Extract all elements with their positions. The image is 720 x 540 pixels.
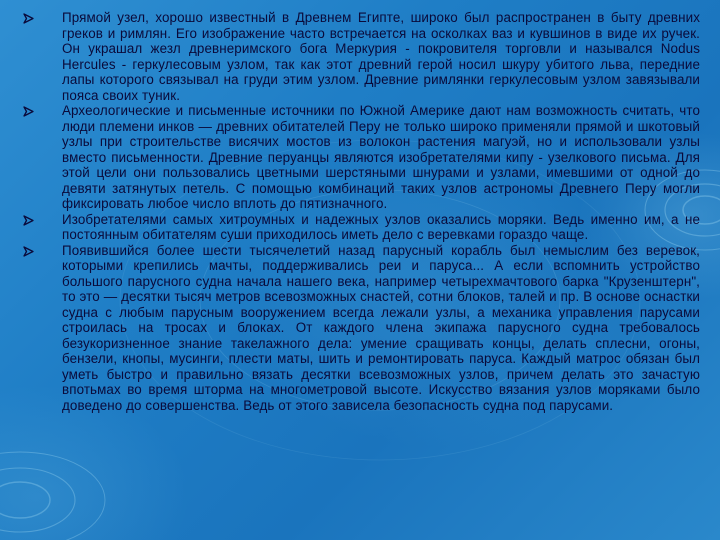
arrow-bullet-icon (23, 13, 34, 24)
arrow-bullet-icon (23, 215, 34, 226)
bullet-text: Археологические и письменные источники по Южной Америке дают нам возможность считать, что люди племени инков — древних обитателей Перу не только широко применяли прямой и шкотовый узлы при строительстве висячих мостов из волокон растения магуэй, но и использовали узлы вместо письменности. Древние перуанцы являются изобретателями кипу - узелкового письма. Для этой цели они пользовались цветными шерстяными шнурами и узлами, имевшими от одной до девяти затянутых петель. С помощью комбинаций таких узлов астрономы Древнего Перу могли фиксировать любое число вплоть до пятизначного. (62, 103, 700, 211)
bullet-inca-peru (22, 103, 700, 212)
bullet-sailing-ship (22, 243, 700, 414)
bullet-list (22, 10, 700, 413)
arrow-bullet-icon (23, 246, 34, 257)
arrow-bullet-icon (23, 106, 34, 117)
bullet-text: Прямой узел, хорошо известный в Древнем Египте, широко был распространен в быту древних греков и римлян. Его изображение часто встречается на осколках ваз и кувшинов в виде их ручек. Он украшал жезл древнеримского бога Меркурия - покровителя торговли и назывался Nodus Hercules - геркулесовым узлом, так как этот древний герой носил шкуру убитого льва, передние лапы которого связывал на груди этим узлом. Древние римлянки геркулесовым узлом завязывали пояса своих туник. (62, 10, 700, 103)
bullet-text: Появившийся более шести тысячелетий назад парусный корабль был немыслим без веревок, которыми крепились мачты, поддерживались реи и паруса... А если вспомнить устройство большого парусного судна начала нашего века, например четырехмачтового барка "Крузенштерн", то это — десятки тысяч метров всевозможных снастей, сотни блоков, талей и пр. В основе оснастки судна с любым парусным вооружением всегда лежали узлы, а механика управления парусами строилась на тросах и блоках. От каждого члена экипажа парусного судна требовалось безукоризненное знание такелажного дела: умение сращивать концы, делать сплесни, огоны, бензели, кнопы, мусинги, плести маты, шить и ремонтировать паруса. Каждый матрос обязан был уметь быстро и правильно вязать десятки всевозможных узлов, причем делать это зачастую впотьмах во время шторма на многометровой высоте. Искусство вязания узлов моряками было доведено до совершенства. Ведь от этого зависела безопасность судна под парусами. (62, 242, 700, 413)
bullet-egypt-greece-rome (22, 10, 700, 103)
bullet-text: Изобретателями самых хитроумных и надежных узлов оказались моряки. Ведь именно им, а не постоянным обитателям суши приходилось иметь дело с веревками гораздо чаще. (62, 211, 700, 242)
bullet-sailors (22, 212, 700, 243)
